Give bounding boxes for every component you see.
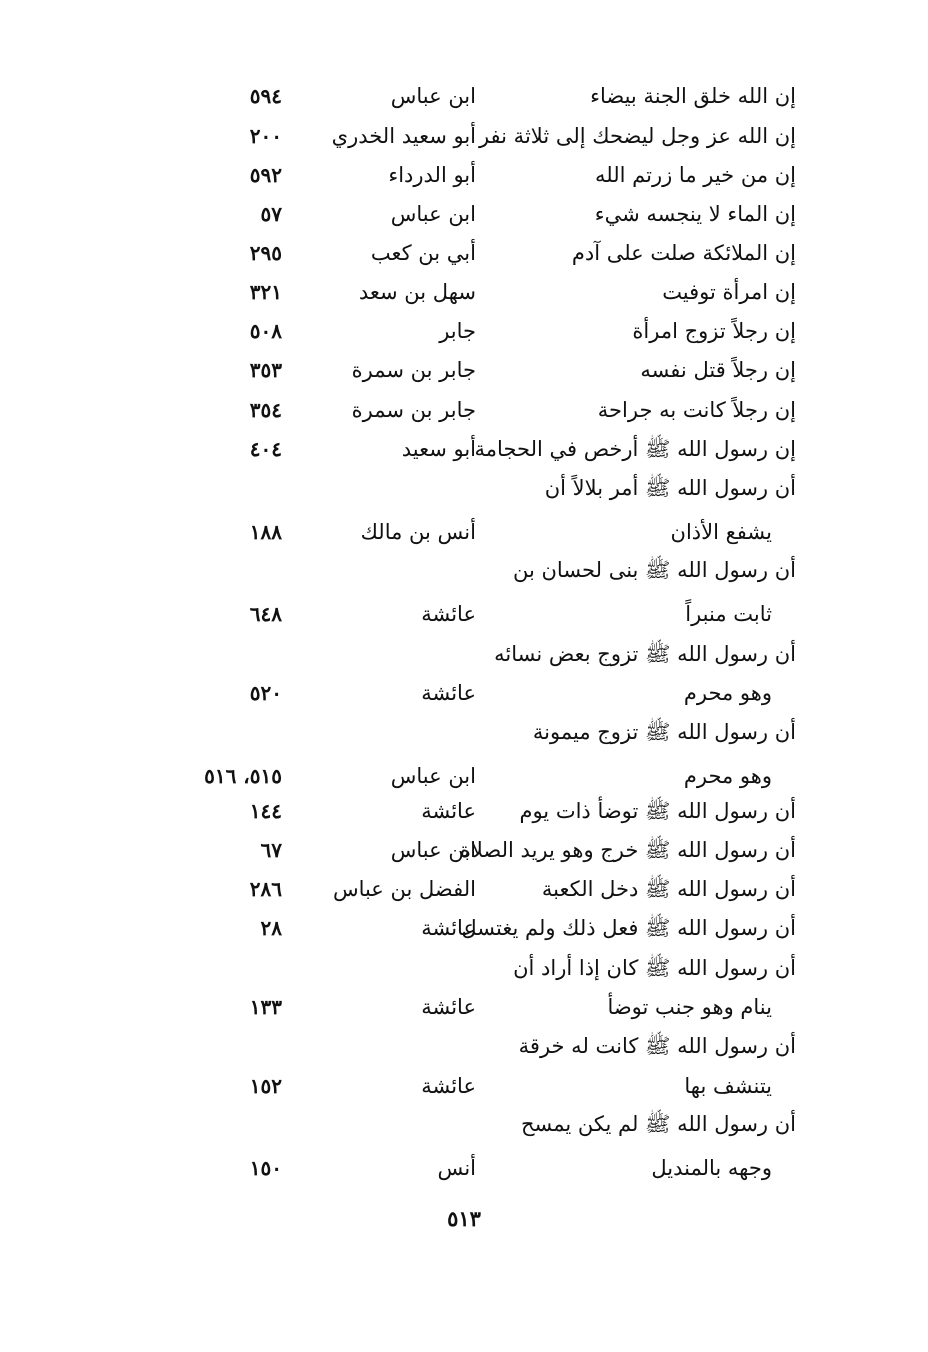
narrator-name: ابن عباس: [390, 84, 476, 108]
index-row: [0, 157, 928, 193]
narrator-name: جابر بن سمرة: [351, 398, 476, 422]
hadith-text: أن رسول الله ﷺ خرج وهو يريد الصلاة: [459, 838, 796, 862]
page-reference: ٢٨٦: [249, 877, 282, 901]
page-reference: ٣٥٣: [249, 358, 282, 382]
hadith-text: إن الماء لا ينجسه شيء: [594, 202, 796, 226]
page-reference: ٤٠٤: [249, 437, 282, 461]
index-row: [0, 675, 928, 711]
index-row: [0, 274, 928, 310]
page-reference: ٥٠٨: [249, 319, 282, 343]
hadith-text: إن رسول الله ﷺ أرخص في الحجامة: [474, 437, 796, 461]
narrator-name: أبو سعيد: [401, 437, 476, 461]
page-reference: ١٤٤: [249, 799, 282, 823]
index-row: [0, 552, 928, 588]
page-reference: ١٥٢: [249, 1074, 282, 1098]
hadith-text: ثابت منبراً: [685, 602, 772, 626]
hadith-text: إن رجلاً تزوج امرأة: [632, 319, 796, 343]
hadith-text: أن رسول الله ﷺ بنى لحسان بن: [513, 558, 796, 582]
narrator-name: أنس: [437, 1156, 476, 1180]
page-reference: ٣٢١: [249, 280, 282, 304]
hadith-text: أن رسول الله ﷺ دخل الكعبة: [541, 877, 796, 901]
index-row: [0, 1106, 928, 1142]
narrator-name: ابن عباس: [390, 202, 476, 226]
index-row: [0, 1150, 928, 1186]
index-row: [0, 832, 928, 868]
hadith-text: أن رسول الله ﷺ كانت له خرقة: [518, 1034, 796, 1058]
hadith-text: إن امرأة توفيت: [662, 280, 796, 304]
index-row: [0, 714, 928, 750]
index-row: [0, 196, 928, 232]
hadith-text: إن الملائكة صلت على آدم: [571, 241, 796, 265]
hadith-text: وهو محرم: [683, 681, 772, 705]
page-reference: ٦٤٨: [249, 602, 282, 626]
narrator-name: جابر بن سمرة: [351, 358, 476, 382]
index-row: [0, 470, 928, 506]
narrator-name: ابن عباس: [390, 838, 476, 862]
hadith-text: إن رجلاً قتل نفسه: [640, 358, 796, 382]
index-row: [0, 1028, 928, 1064]
page-reference: ٥١٥، ٥١٦: [204, 764, 282, 788]
index-row: [0, 118, 928, 154]
hadith-text: ينام وهو جنب توضأ: [607, 995, 772, 1019]
narrator-name: عائشة: [421, 916, 476, 940]
index-row: [0, 950, 928, 986]
page-reference: ٦٧: [260, 838, 282, 862]
index-row: [0, 871, 928, 907]
index-row: [0, 313, 928, 349]
narrator-name: عائشة: [421, 1074, 476, 1098]
narrator-name: الفضل بن عباس: [332, 877, 476, 901]
narrator-name: سهل بن سعد: [358, 280, 476, 304]
narrator-name: أبي بن كعب: [370, 241, 476, 265]
narrator-name: أنس بن مالك: [360, 520, 476, 544]
index-row: [0, 636, 928, 672]
narrator-name: عائشة: [421, 799, 476, 823]
hadith-text: يتنشف بها: [684, 1074, 772, 1098]
index-row: [0, 392, 928, 428]
page-reference: ٥٧: [260, 202, 282, 226]
narrator-name: عائشة: [421, 681, 476, 705]
index-row: [0, 758, 928, 794]
page-reference: ٢٠٠: [249, 124, 282, 148]
page-reference: ٥٩٢: [249, 163, 282, 187]
page-number: ٥١٣: [447, 1206, 481, 1231]
index-row: [0, 514, 928, 550]
hadith-text: أن رسول الله ﷺ تزوج بعض نسائه: [494, 642, 796, 666]
narrator-name: عائشة: [421, 995, 476, 1019]
hadith-text: أن رسول الله ﷺ فعل ذلك ولم يغتسل: [461, 916, 796, 940]
index-row: [0, 793, 928, 829]
page-reference: ٣٥٤: [249, 398, 282, 422]
page-reference: ٥٢٠: [249, 681, 282, 705]
hadith-text: أن رسول الله ﷺ لم يكن يمسح: [520, 1112, 796, 1136]
hadith-text: يشفع الأذان: [670, 520, 772, 544]
page-reference: ١٨٨: [249, 520, 282, 544]
hadith-text: إن من خير ما زرتم الله: [595, 163, 796, 187]
index-row: [0, 78, 928, 114]
index-row: [0, 352, 928, 388]
hadith-text: أن رسول الله ﷺ توضأ ذات يوم: [519, 799, 796, 823]
page-reference: ٥٩٤: [249, 84, 282, 108]
hadith-text: وجهه بالمنديل: [651, 1156, 772, 1180]
narrator-name: أبو الدرداء: [388, 163, 476, 187]
page-reference: ٢٨: [260, 916, 282, 940]
narrator-name: عائشة: [421, 602, 476, 626]
hadith-text: وهو محرم: [683, 764, 772, 788]
index-row: [0, 596, 928, 632]
narrator-name: ابن عباس: [390, 764, 476, 788]
page-reference: ١٣٣: [249, 995, 282, 1019]
index-row: [0, 1068, 928, 1104]
index-row: [0, 431, 928, 467]
narrator-name: جابر: [439, 319, 476, 343]
hadith-text: إن رجلاً كانت به جراحة: [597, 398, 796, 422]
index-row: [0, 235, 928, 271]
hadith-text: إن الله عز وجل ليضحك إلى ثلاثة نفر: [478, 124, 796, 148]
narrator-name: أبو سعيد الخدري: [331, 124, 476, 148]
hadith-text: أن رسول الله ﷺ تزوج ميمونة: [532, 720, 796, 744]
page-reference: ٢٩٥: [249, 241, 282, 265]
page-reference: ١٥٠: [249, 1156, 282, 1180]
index-row: [0, 910, 928, 946]
index-row: [0, 989, 928, 1025]
hadith-text: أن رسول الله ﷺ كان إذا أراد أن: [513, 956, 796, 980]
hadith-text: إن الله خلق الجنة بيضاء: [590, 84, 796, 108]
hadith-text: أن رسول الله ﷺ أمر بلالاً أن: [544, 476, 796, 500]
